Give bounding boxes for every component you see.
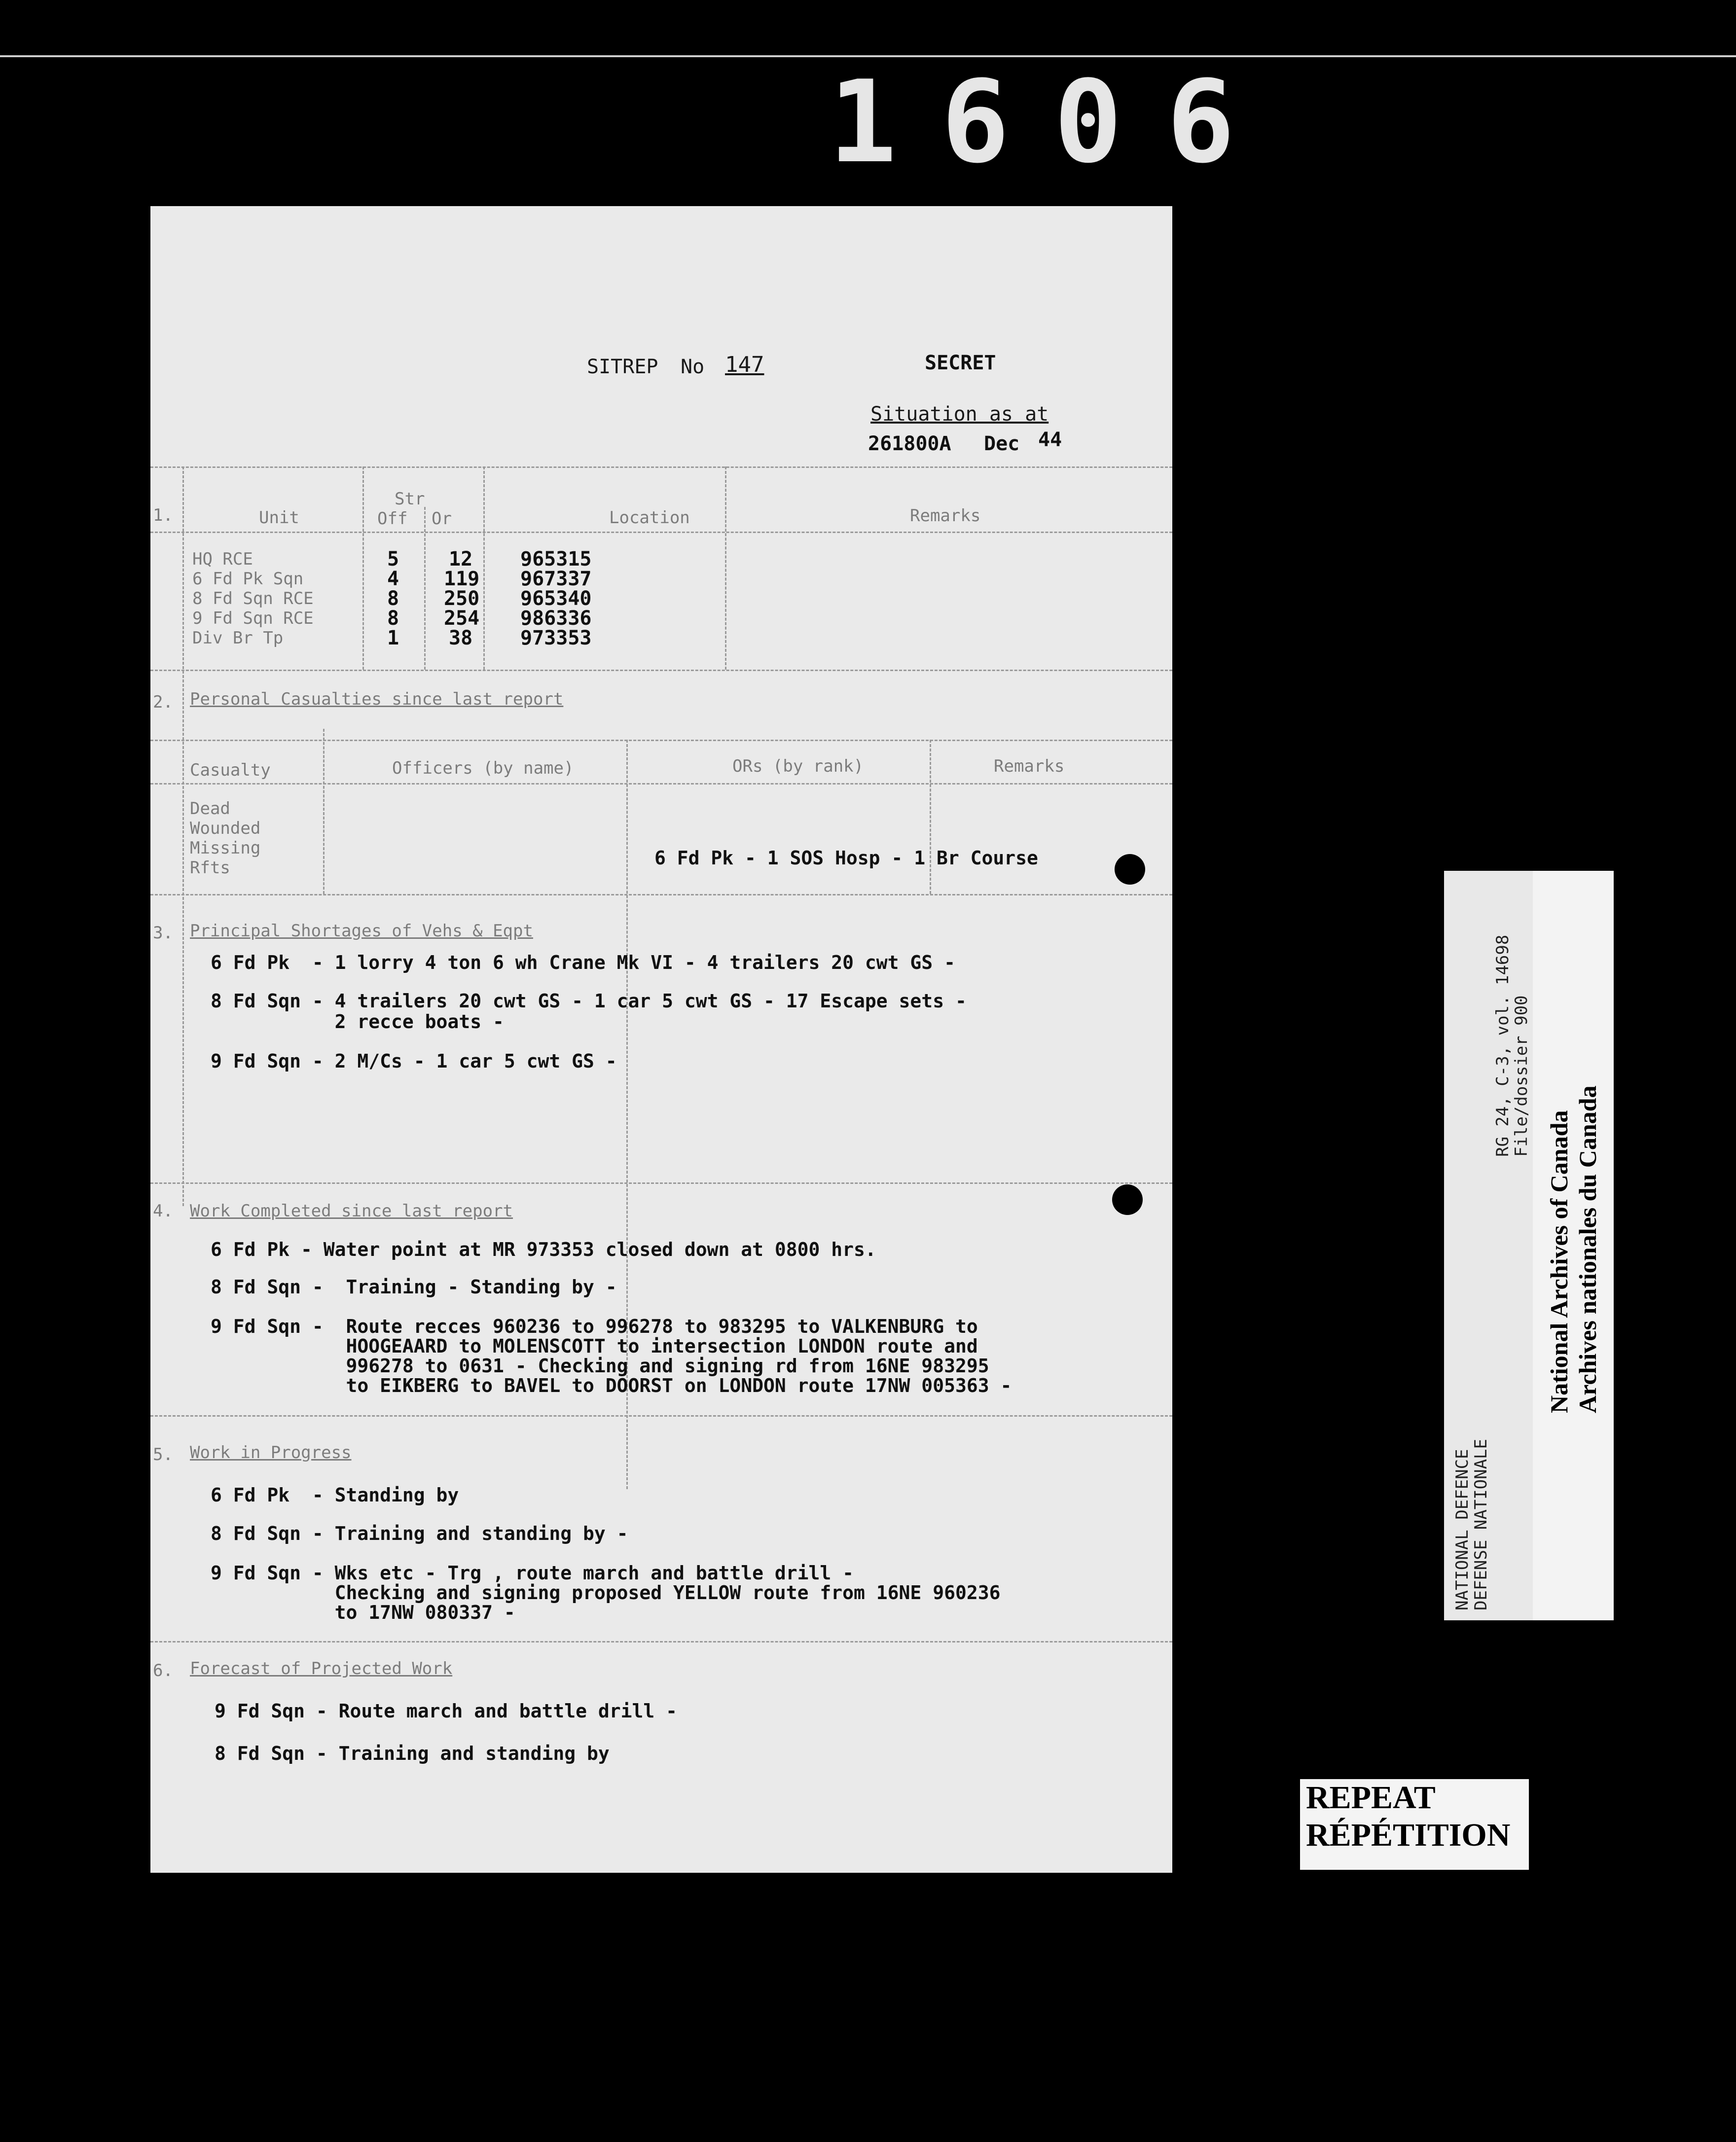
work-in-progress-line: 8 Fd Sqn - Training and standing by - [211,1523,628,1544]
work-in-progress-line: Checking and signing proposed YELLOW route from 16NE 960236 [211,1582,1001,1604]
section6-number: 6. [153,1661,173,1680]
punch-hole [1112,1184,1143,1215]
classification: SECRET [925,352,996,374]
shortage-line: 8 Fd Sqn - 4 trailers 20 cwt GS - 1 car 5 cwt GS - 17 Escape sets - [211,990,967,1012]
table2-ors-rule [930,740,931,894]
situation-month: Dec [984,432,1020,455]
table2-header-rule [150,783,1172,785]
table1-off-rule [424,507,426,670]
casualty-type: Wounded [190,819,261,838]
off-cell: 5 [387,548,399,571]
col-ors: ORs (by rank) [732,756,864,776]
section4-number: 4. [153,1201,173,1221]
section4-title: Work Completed since last report [190,1201,513,1221]
situation-datetime: 261800A [868,432,951,455]
situation-label: Situation as at [870,403,1049,426]
or-cell: 250 [444,587,480,610]
stamp-line: RÉPÉTITION [1306,1817,1511,1853]
col-unit: Unit [259,508,299,528]
col-str: Str [395,489,425,509]
or-cell: 254 [444,607,480,630]
table2-casualty-rule [323,729,325,894]
table1-top-rule [150,466,1172,468]
shortage-line: 6 Fd Pk - 1 lorry 4 ton 6 wh Crane Mk VI - 4 trailers 20 cwt GS - [211,952,955,973]
section5-bottom-rule [150,1641,1172,1642]
location-cell: 973353 [520,627,592,649]
archive-label-strip [1444,871,1533,1620]
or-cell: 12 [449,548,473,571]
section3-bottom-rule [150,1182,1172,1184]
shortage-line: 9 Fd Sqn - 2 M/Cs - 1 car 5 cwt GS - [211,1050,617,1072]
work-completed-line: 6 Fd Pk - Water point at MR 973353 closed down at 0800 hrs. [211,1239,876,1260]
off-cell: 8 [387,587,399,610]
casualty-entry: 6 Fd Pk - 1 SOS Hosp - 1 Br Course [654,847,1038,869]
off-cell: 1 [387,627,399,649]
archive-label-strip-2 [1533,871,1614,1620]
situation-year: 44 [1038,428,1062,451]
location-cell: 965315 [520,548,592,571]
punch-hole [1115,854,1145,885]
casualty-type: Missing [190,838,261,858]
col-location: Location [609,508,690,528]
table1-header-rule [150,532,1172,533]
defence-label: NATIONAL DEFENCE [1452,1449,1472,1610]
section2-number: 2. [153,692,173,712]
work-completed-line: 996278 to 0631 - Checking and signing rd from 16NE 983295 [211,1355,989,1377]
section3-title: Principal Shortages of Vehs & Eqpt [190,921,533,941]
section2-title: Personal Casualties since last report [190,689,564,709]
section-number-column-rule [182,466,184,1206]
work-in-progress-line: to 17NW 080337 - [211,1602,515,1623]
frame-number: 1606 [829,57,1279,188]
unit-cell: Div Br Tp [192,628,284,648]
unit-cell: 9 Fd Sqn RCE [192,608,314,628]
defence-label: DEFENSE NATIONALE [1471,1439,1491,1610]
or-cell: 38 [449,627,473,649]
or-cell: 119 [444,568,480,590]
table1-unit-rule [362,466,364,670]
work-completed-line: to EIKBERG to BAVEL to DOORST on LONDON route 17NW 005363 - [211,1375,1012,1396]
work-completed-line: 9 Fd Sqn - Route recces 960236 to 996278 to 983295 to VALKENBURG to [211,1316,978,1337]
sitrep-number: 147 [725,352,764,377]
archive-reference: File/dossier 900 [1512,995,1531,1157]
shortage-line: 2 recce boats - [211,1011,504,1033]
sitrep-label: SITREP [587,356,658,378]
forecast-line: 8 Fd Sqn - Training and standing by [215,1743,610,1764]
table2-top-rule [150,740,1172,741]
work-completed-line: 8 Fd Sqn - Training - Standing by - [211,1276,617,1298]
section5-number: 5. [153,1445,173,1464]
unit-cell: 8 Fd Sqn RCE [192,589,314,608]
col-remarks: Remarks [910,506,981,526]
casualty-type: Rfts [190,858,230,878]
location-cell: 965340 [520,587,592,610]
col-off: Off [377,509,408,529]
off-cell: 4 [387,568,399,590]
work-completed-line: HOOGEAARD to MOLENSCOTT to intersection LONDON route and [211,1335,978,1357]
section6-title: Forecast of Projected Work [190,1659,453,1678]
table1-or-rule [483,466,485,670]
col-officers: Officers (by name) [392,758,574,778]
document-page [150,206,1172,1873]
archive-reference: RG 24, C-3, vol. 14698 [1493,934,1513,1157]
repeat-stamp [1300,1779,1529,1870]
section5-title: Work in Progress [190,1443,352,1463]
archives-label: National Archives of Canada [1545,1110,1573,1413]
no-label: No [681,356,705,378]
archives-label: Archives nationales du Canada [1574,1085,1601,1413]
table2-bottom-rule [150,894,1172,895]
work-in-progress-line: 9 Fd Sqn - Wks etc - Trg , route march and battle drill - [211,1562,854,1584]
location-cell: 967337 [520,568,592,590]
col-or: Or [432,509,452,529]
col-casualty: Casualty [190,760,271,780]
unit-cell: 6 Fd Pk Sqn [192,569,304,589]
off-cell: 8 [387,607,399,630]
section1-number: 1. [153,505,173,525]
casualty-type: Dead [190,799,230,819]
stamp-line: REPEAT [1306,1780,1436,1816]
forecast-line: 9 Fd Sqn - Route march and battle drill - [215,1700,677,1722]
table1-bottom-rule [150,670,1172,671]
section3-number: 3. [153,923,173,943]
col-remarks: Remarks [994,756,1065,776]
table1-location-rule [725,466,726,670]
work-in-progress-line: 6 Fd Pk - Standing by [211,1484,459,1506]
location-cell: 986336 [520,607,592,630]
unit-cell: HQ RCE [192,549,253,569]
section4-bottom-rule [150,1415,1172,1417]
